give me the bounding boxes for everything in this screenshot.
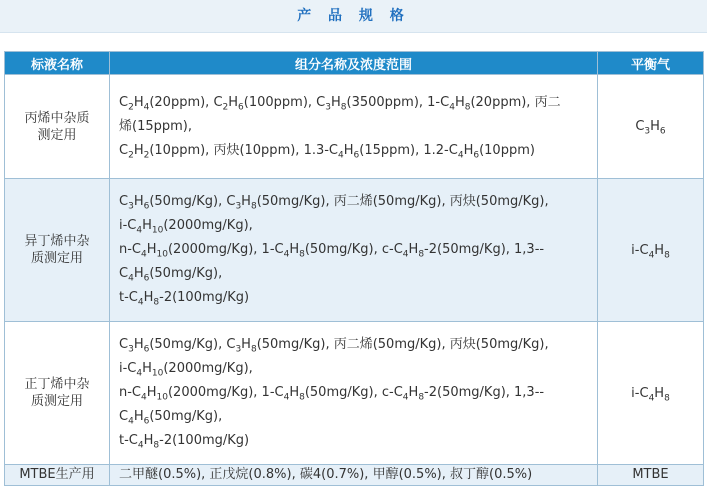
row-name-line: 质测定用 [30,394,83,409]
title-bar [0,0,707,33]
component-line: $C_3H_6(50mg/Kg)$, $C_3H_8(50mg/Kg)$, 丙二烯(50mg/Kg), 丙炔(50mg/Kg), [119,337,549,355]
row-components [110,179,598,322]
component-line: $t-C_4H_8-2(100mg/Kg)$ [119,290,250,308]
row-components [110,322,598,465]
row-balance-gas [598,179,704,322]
component-line: $C_4H_6(50mg/Kg)$, [119,409,223,427]
row-name [5,322,110,465]
row-name [5,75,110,179]
row-components [110,465,598,486]
balance-gas-value: $i-C_4H_8$ [631,242,670,261]
spec-table [4,51,704,486]
balance-gas-value: $i-C_4H_8$ [631,385,670,404]
header-components: 组分名称及浓度范围 [110,52,598,75]
component-line: $C_3H_6(50mg/Kg)$, $C_3H_8(50mg/Kg)$, 丙二烯(50mg/Kg), 丙炔(50mg/Kg), [119,194,549,212]
row-balance-gas [598,465,704,486]
component-line: $n-C_4H_{10}(2000mg/Kg)$, $1-C_4H_8(50mg/Kg)$, $c-C_4H_8-2(50mg/Kg)$, 1,3-- [119,385,545,403]
header-balance: 平衡气 [598,52,704,75]
table-header-row [5,52,704,75]
row-balance-gas [598,75,704,179]
page-title: 产 品 规 格 [297,8,410,24]
component-line: 二甲醚(0.5%), 正戊烷(0.8%), 碳4(0.7%), 甲醇(0.5%), 叔丁醇(0.5%) [119,467,533,482]
component-line: $i-C_4H_{10}(2000mg/Kg)$, [119,218,253,236]
row-name-line: 丙烯中杂质 [24,110,90,126]
table-row [5,322,704,465]
row-balance-gas [598,322,704,465]
component-line: $n-C_4H_{10}(2000mg/Kg)$, $1-C_4H_8(50mg/Kg)$, $c-C_4H_8-2(50mg/Kg)$, 1,3-- [119,242,545,260]
row-name-line: 测定用 [37,127,77,143]
row-name-line: 质测定用 [30,251,83,266]
row-components [110,75,598,179]
table-row [5,465,704,486]
component-line: $C_4H_6(50mg/Kg)$, [119,266,223,284]
component-line: $C_2H_2(10ppm)$, 丙炔(10ppm), $1.3-C_4H_6(15ppm)$, $1.2-C_4H_6(10ppm)$ [119,142,535,161]
row-name-line: 异丁烯中杂 [24,234,90,249]
balance-gas-value: $C_3H_6$ [635,119,666,137]
component-line: $C_2H_4(20ppm)$, $C_2H_6(100ppm)$, $C_3H_8(3500ppm)$, $1-C_4H_8(20ppm)$, 丙二 [119,94,561,113]
row-name [5,465,110,486]
table-row [5,179,704,322]
component-line: 烯(15ppm), [119,118,192,134]
table-row [5,75,704,179]
component-line: $t-C_4H_8-2(100mg/Kg)$ [119,433,250,451]
row-name-line: 正丁烯中杂 [24,377,90,392]
row-name-line: MTBE生产用 [19,467,95,482]
header-name: 标液名称 [5,52,110,75]
balance-gas-value: MTBE [632,467,669,482]
component-line: $i-C_4H_{10}(2000mg/Kg)$, [119,361,253,379]
row-name [5,179,110,322]
